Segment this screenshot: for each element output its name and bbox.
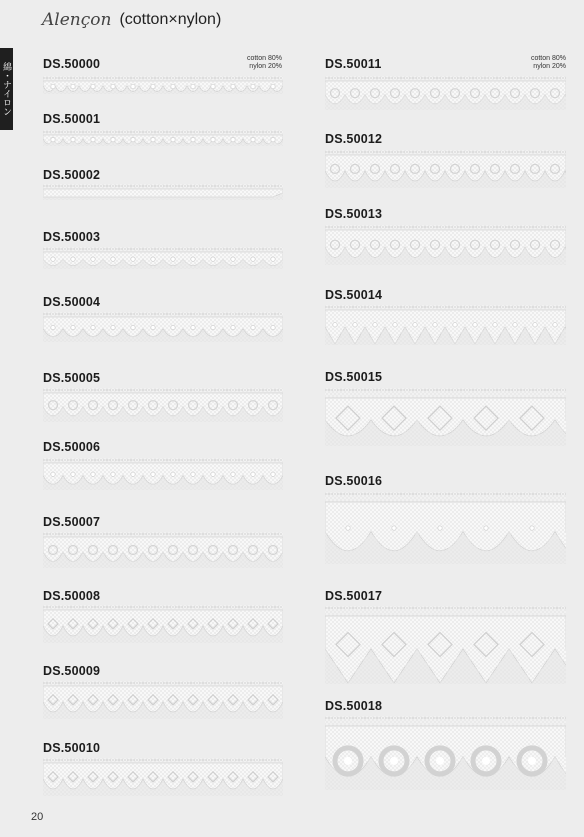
lace-swatch	[325, 492, 566, 564]
composition-cotton: cotton 80%	[246, 55, 282, 62]
lace-swatch	[325, 225, 566, 265]
lace-swatch	[325, 76, 566, 110]
product-code: DS.50012	[325, 132, 383, 146]
lace-swatch	[43, 388, 283, 422]
composition-nylon: nylon 20%	[249, 63, 282, 70]
product-code: DS.50010	[43, 741, 101, 755]
product-code: DS.50018	[325, 699, 383, 713]
product-code: DS.50001	[43, 112, 101, 126]
product-code: DS.50006	[43, 440, 101, 454]
product-code: DS.50003	[43, 230, 101, 244]
product-code: DS.50007	[43, 515, 101, 529]
lace-swatch	[325, 305, 566, 345]
lace-swatch	[43, 458, 283, 490]
lace-swatch	[325, 606, 566, 684]
lace-swatch	[43, 758, 283, 796]
product-code: DS.50013	[325, 207, 383, 221]
lace-swatch	[43, 312, 283, 342]
lace-swatch	[325, 388, 566, 446]
product-code: DS.50002	[43, 168, 101, 182]
product-code: DS.50015	[325, 370, 383, 384]
lace-swatch	[325, 716, 566, 790]
product-code: DS.50004	[43, 295, 101, 309]
page-header	[42, 10, 221, 30]
brand-logo: Alençon	[42, 10, 112, 30]
composition-cotton: cotton 80%	[530, 55, 566, 62]
lace-swatch	[43, 130, 283, 146]
product-code: DS.50008	[43, 589, 101, 603]
product-code: DS.50016	[325, 474, 383, 488]
composition-note-right	[510, 55, 566, 71]
page-title: (cotton×nylon)	[119, 11, 222, 28]
lace-swatch	[43, 184, 283, 200]
lace-swatch	[43, 532, 283, 568]
lace-swatch	[43, 76, 283, 94]
lace-swatch	[43, 247, 283, 269]
product-code: DS.50005	[43, 371, 101, 385]
page-number: 20	[31, 811, 44, 823]
product-code: DS.50000	[43, 57, 101, 71]
lace-swatch	[325, 150, 566, 188]
product-code: DS.50017	[325, 589, 383, 603]
category-side-tab: 綿・ナイロン	[0, 48, 13, 130]
lace-swatch	[43, 605, 283, 643]
composition-note-left	[226, 55, 282, 71]
lace-swatch	[43, 681, 283, 719]
product-code: DS.50011	[325, 57, 382, 71]
composition-nylon: nylon 20%	[533, 63, 566, 70]
product-code: DS.50009	[43, 664, 101, 678]
product-code: DS.50014	[325, 288, 383, 302]
